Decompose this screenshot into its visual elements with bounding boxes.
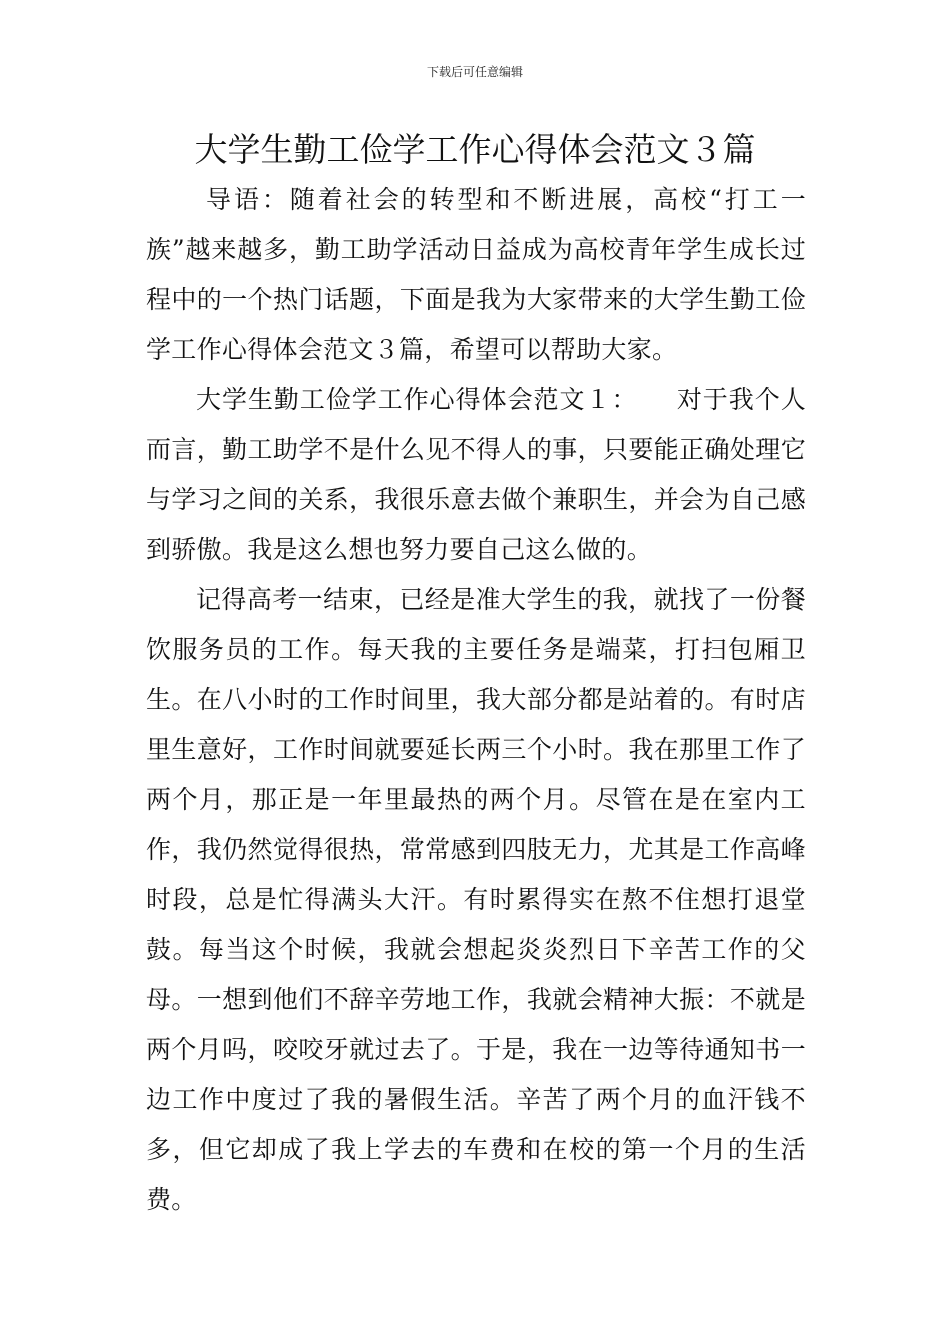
essay-1-body-paragraph: 记得高考一结束，已经是准大学生的我，就找了一份餐饮服务员的工作。每天我的主要任务是端菜，打扫包厢卫生。在八小时的工作时间里，我大部分都是站着的。有时店里生意好，工作时间就要延长两三个小时。我在那里工作了两个月，那正是一年里最热的两个月。尽管在是在室内工作，我仍然觉得很热，常常感到四肢无力，尤其是工作高峰时段，总是忙得满头大汗。有时累得实在熬不住想打退堂鼓。每当这个时候，我就会想起炎炎烈日下辛苦工作的父母。一想到他们不辞辛劳地工作，我就会精神大振：不就是两个月吗，咬咬牙就过去了。于是，我在一边等待通知书一边工作中度过了我的暑假生活。辛苦了两个月的血汗钱不多，但它却成了我上学去的车费和在校的第一个月的生活费。 — [146, 585, 806, 1214]
essay-1-paragraph: 大学生勤工俭学工作心得体会范文１： 对于我个人而言，勤工助学不是什么见不得人的事，只要能正确处理它与学习之间的关系，我很乐意去做个兼职生，并会为自己感到骄傲。我是这么想也努力要自己这么做的。 — [146, 385, 806, 564]
intro-paragraph: 导语：随着社会的转型和不断进展，高校“打工一族”越来越多，勤工助学活动日益成为高校青年学生成长过程中的一个热门话题，下面是我为大家带来的大学生勤工俭学工作心得体会范文３篇，希望可以帮助大家。 — [146, 185, 806, 364]
header-note: 下载后可任意编辑 — [426, 65, 523, 79]
page-title: 大学生勤工俭学工作心得体会范文３篇 — [194, 130, 756, 169]
document-body — [146, 175, 806, 1225]
